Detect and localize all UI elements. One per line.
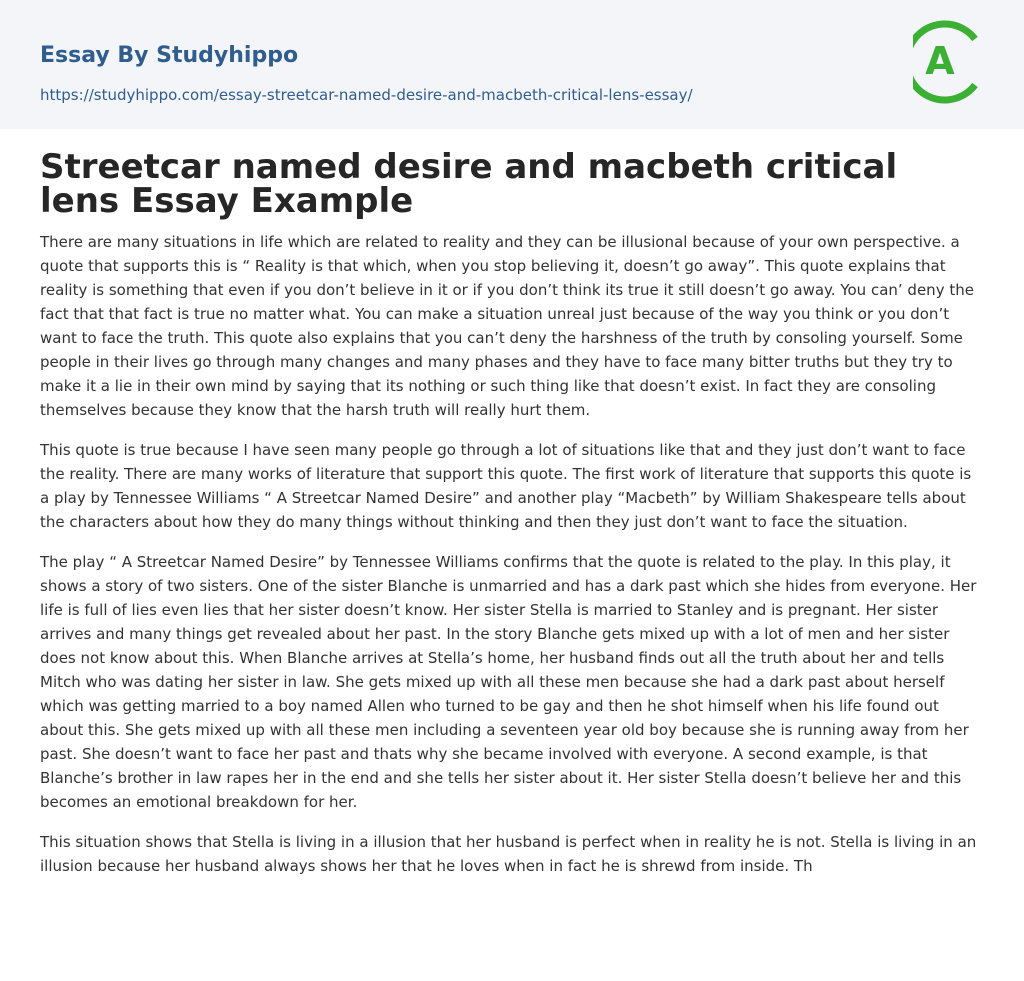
studyhippo-logo-icon[interactable] [913,19,985,105]
site-header [0,0,1024,129]
logo-letter: A [925,39,955,83]
article-title: Streetcar named desire and macbeth critical lens Essay Example [40,147,898,221]
paragraph-3: The play “ A Streetcar Named Desire” by Tennessee Williams confirms that the quote is related to the play. In this play, it shows a story of two sisters. One of the sister Blanche is unmarried and has a dark past which she hides from everyone. Her life is full of lies even lies that her sister doesn’t know. Her sister Stella is married to Stanley and is pregnant. Her sister arrives and many things get revealed about her past. In the story Blanche gets mixed up with a lot of men and her sister does not know about this. When Blanche arrives at Stella’s home, her husband finds out all the truth about her and tells Mitch who was dating her sister in law. She gets mixed up with all these men because she had a dark past about herself which was getting married to a boy named Allen who turned to be gay and then he shot himself when his life found out about this. She gets mixed up with all these men including a seventeen year old boy because she is running away from her past. She doesn’t want to face her past and thats why she became involved with everyone. A second example, is that Blanche’s brother in law rapes her in the end and she tells her sister about it. Her sister Stella doesn’t believe her and this becomes an emotional breakdown for her. [40,553,977,811]
site-title[interactable]: Essay By Studyhippo [40,43,299,68]
article [40,147,984,894]
paragraph-1: There are many situations in life which are related to reality and they can be illusional because of your own perspective. a quote that supports this is “ Reality is that which, when you stop believing it, doesn’t go away”. This quote explains that reality is something that even if you don’t believe in it or if you don’t think its true it still doesn’t go away. You can’ deny the fact that that fact is true no matter what. You can make a situation unreal just because of the way you think or you don’t want to face the truth. This quote also explains that you can’t deny the harshness of the truth by consoling yourself. Some people in their lives go through many changes and many phases and they have to face many bitter truths but they try to make it a lie in their own mind by saying that its nothing or such thing like that doesn’t exist. In fact they are consoling themselves because they know that the harsh truth will really hurt them. [40,233,974,419]
page-url-link[interactable]: https://studyhippo.com/essay-streetcar-named-desire-and-macbeth-critical-lens-essay/ [40,86,693,104]
paragraph-2: This quote is true because I have seen many people go through a lot of situations like that and they just don’t want to face the reality. There are many works of literature that support this quote. The first work of literature that supports this quote is a play by Tennessee Williams “ A Streetcar Named Desire” and another play “Macbeth” by William Shakespeare tells about the characters about how they do many things without thinking and then they just don’t want to face the situation. [40,441,972,531]
paragraph-4: This situation shows that Stella is living in a illusion that her husband is perfect when in reality he is not. Stella is living in an illusion because her husband always shows her that he loves when in fact he is shrewd from inside. Th [40,833,977,875]
article-body [40,230,984,878]
